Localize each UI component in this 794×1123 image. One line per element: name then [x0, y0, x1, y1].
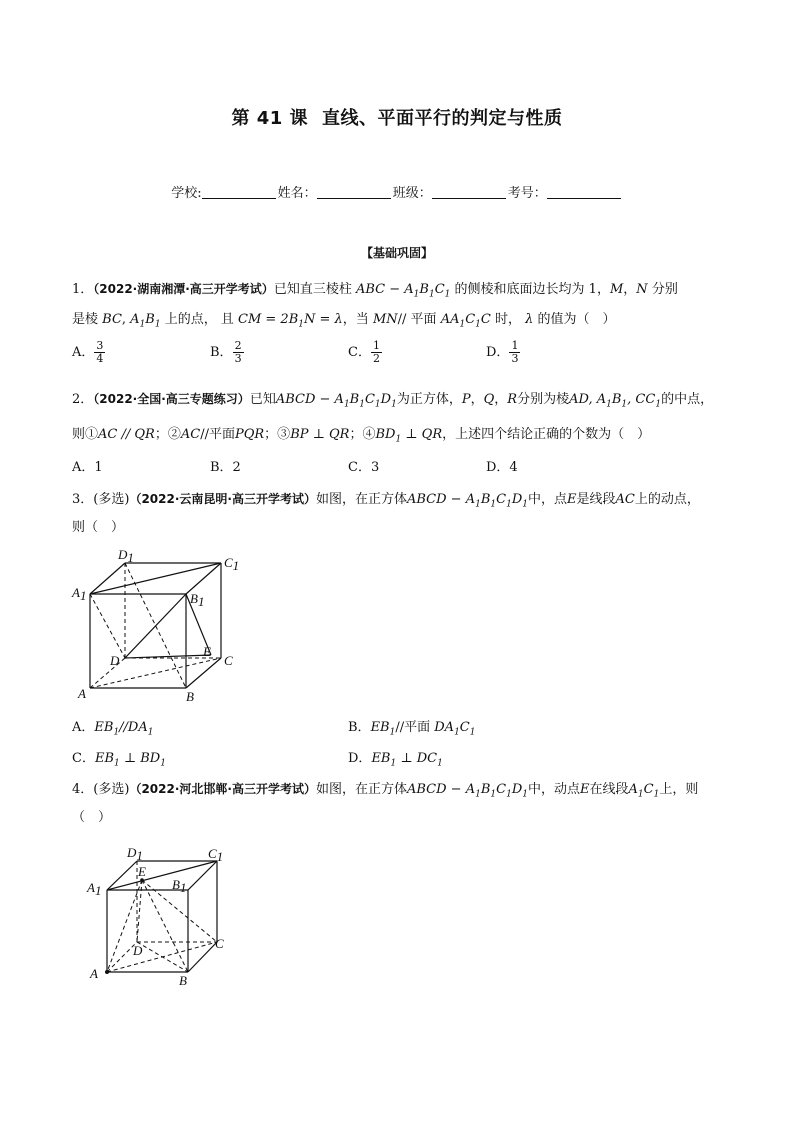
fig4-label-c1: C1: [208, 846, 224, 864]
school-blank[interactable]: [202, 186, 276, 199]
lesson-number: 第 41 课: [231, 108, 309, 129]
question-3-option-a[interactable]: A．$EB_1//DA_1$: [72, 720, 154, 738]
question-3-option-c[interactable]: C．$EB_1$ ⊥ $BD_1$: [72, 751, 166, 769]
fig4-label-d: D: [133, 943, 143, 958]
question-4-source: （2022·河北邯郸·高三开学考试）: [129, 782, 316, 796]
question-1-line-2: 是棱 BC, $A_1B_1$ 上的点， 且 CM = $2B_1N = \lambda$，当 MN// 平面 $AA_1C_1C$ 时， λ 的值为（ ）: [72, 312, 616, 330]
fig4-label-d1: D1: [127, 845, 143, 863]
question-2-source: （2022·全国·高三专题练习）: [93, 392, 250, 406]
fig3-label-e: E: [203, 644, 211, 659]
fig4-label-e: E: [138, 864, 146, 879]
page-title: [0, 104, 794, 130]
question-1-option-c[interactable]: C． $\frac{1}{2}$: [348, 339, 380, 365]
question-1-option-d[interactable]: D． $\frac{1}{3}$: [486, 339, 519, 365]
fig3-label-a: A: [78, 686, 86, 701]
fig3-label-a1: A1: [72, 585, 87, 603]
exam-no-label: 考号：: [507, 186, 547, 201]
section-heading: 【基础巩固】: [360, 246, 433, 260]
question-3-line-2: 则（ ）: [72, 520, 125, 535]
fig4-label-b1: B1: [172, 877, 187, 895]
question-4-line-2: （ ）: [72, 810, 112, 825]
fig3-label-b1: B1: [190, 591, 205, 609]
fig3-label-c1: C1: [224, 555, 240, 573]
fig3-label-d1: D1: [118, 547, 134, 565]
question-2-option-a[interactable]: A．1: [72, 460, 103, 475]
fig4-label-a1: A1: [87, 880, 102, 898]
question-3-source: （2022·云南昆明·高三开学考试）: [129, 492, 316, 506]
question-3-option-d[interactable]: D．$EB_1$ ⊥ $DC_1$: [348, 751, 443, 769]
name-label: 姓名：: [277, 186, 317, 201]
fig4-label-a: A: [90, 966, 98, 981]
fig4-label-b: B: [179, 973, 187, 988]
question-1-source: （2022·湖南湘潭·高三开学考试）: [93, 282, 274, 296]
school-label: 学校:: [171, 186, 202, 201]
student-info-line: [0, 182, 794, 201]
question-2-line-2: 则①AC // QR；②AC//平面PQR；③BP ⊥ QR；$④BD_1$ ⊥ QR，上述四个结论正确的个数为（ ）: [72, 427, 651, 445]
question-2-option-c[interactable]: C．3: [348, 460, 380, 475]
question-4-line-1: 4．(多选)（2022·河北邯郸·高三开学考试）如图，在正方体ABCD − $A_1B_1C_1D_1$中，动点E在线段$A_1C_1$上，则: [72, 782, 699, 800]
fig3-label-c: C: [224, 653, 233, 668]
fig3-label-d: D: [110, 653, 120, 668]
question-2-line-1: 2．（2022·全国·高三专题练习）已知ABCD − $A_1B_1C_1D_1$为正方体，P，Q，R分别为棱AD, $A_1B_1$, $CC_1$的中点，: [72, 392, 714, 410]
fig4-label-c: C: [215, 936, 224, 951]
class-blank[interactable]: [432, 186, 506, 199]
question-4-cube-figure: [80, 842, 250, 992]
question-1-option-b[interactable]: B． $\frac{2}{3}$: [210, 339, 242, 365]
lesson-topic: 直线、平面平行的判定与性质: [322, 108, 563, 129]
question-1-option-a[interactable]: A． $\frac{3}{4}$: [72, 339, 104, 365]
name-blank[interactable]: [317, 186, 391, 199]
fig3-label-b: B: [186, 689, 194, 704]
question-3-option-b[interactable]: B．$EB_1//$平面 $DA_1C_1$: [348, 720, 476, 738]
question-1-line-1: 1．（2022·湖南湘潭·高三开学考试）已知直三棱柱 ABC − $A_1B_1C_1$ 的侧棱和底面边长均为 1，M，N 分别: [72, 282, 678, 300]
question-2-option-b[interactable]: B．2: [210, 460, 241, 475]
class-label: 班级：: [392, 186, 432, 201]
question-3-cube-figure: [70, 545, 260, 705]
exam-no-blank[interactable]: [547, 186, 621, 199]
question-3-line-1: 3．(多选)（2022·云南昆明·高三开学考试）如图，在正方体ABCD − $A_1B_1C_1D_1$中，点E是线段AC上的动点，: [72, 492, 700, 510]
question-2-option-d[interactable]: D．4: [486, 460, 518, 475]
